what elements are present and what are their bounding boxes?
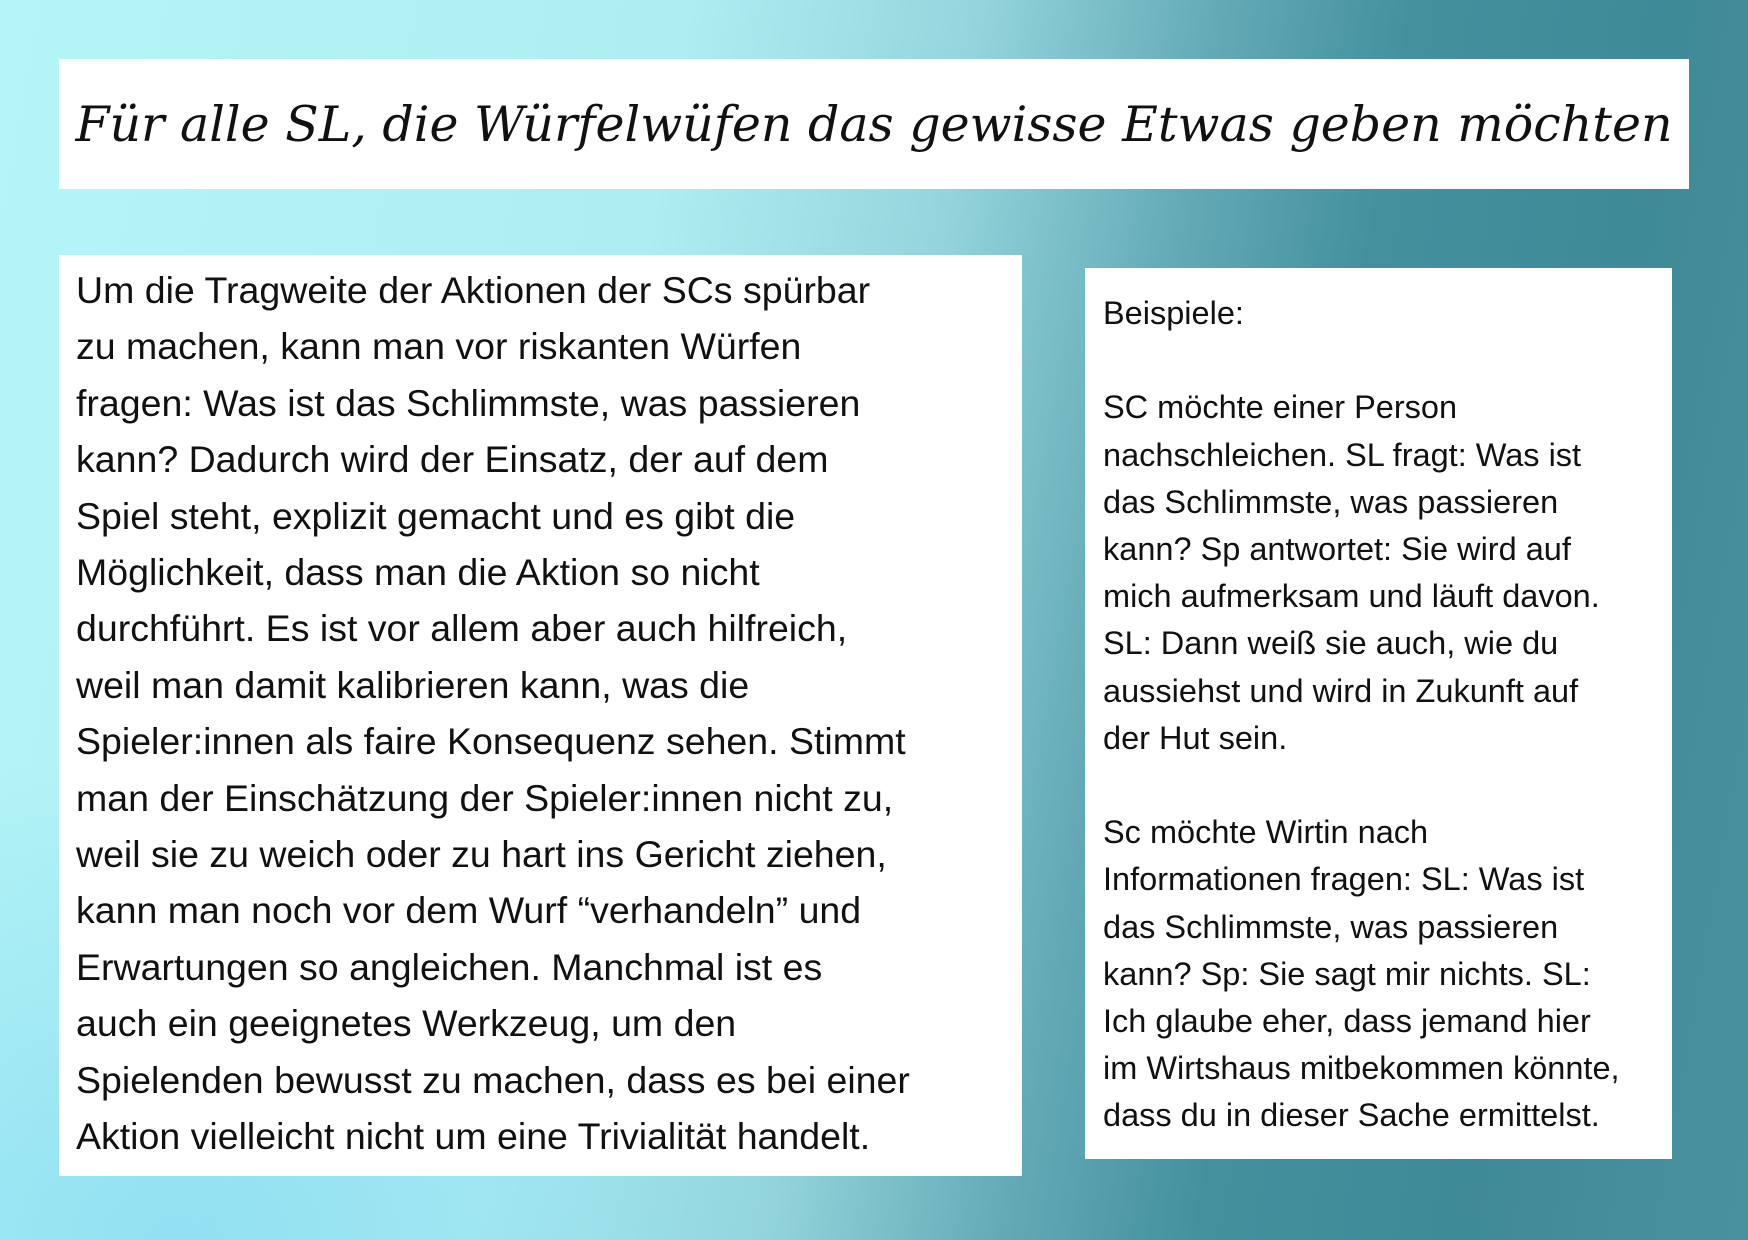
examples-box [1085, 268, 1672, 1159]
page-title: Für alle SL, die Würfelwüfen das gewisse Etwas geben möchten [75, 95, 1673, 153]
main-text-box [59, 255, 1022, 1176]
example-1: SC möchte einer Person nachschleichen. SL fragt: Was ist das Schlimmste, was passieren kann? Sp antwortet: Sie wird auf mich aufmerksam und läuft davon. SL: Dann weiß sie auch, wie du aussiehst und wird in Zukunft auf der Hut sein. [1103, 389, 1600, 756]
example-spacer [1103, 762, 1664, 809]
title-banner [59, 59, 1689, 189]
example-spacer [1103, 337, 1664, 384]
examples-heading: Beispiele: [1103, 295, 1244, 331]
main-paragraph: Um die Tragweite der Aktionen der SCs spürbar zu machen, kann man vor riskanten Würfen fragen: Was ist das Schlimmste, was passieren kann? Dadurch wird der Einsatz, der auf dem Spiel steht, explizit gemacht und es gibt die Möglichkeit, dass man die Aktion so nicht durchführt. Es ist vor allem aber auch hilfreich, weil man damit kalibrieren kann, was die Spieler:innen als faire Konsequenz sehen. Stimmt man der Einschätzung der Spieler:innen nicht zu, weil sie zu weich oder zu hart ins Gericht ziehen, kann man noch vor dem Wurf “verhandeln” und Erwartungen so angleichen. Manchmal ist es auch ein geeignetes Werkzeug, um den Spielenden bewusst zu machen, dass es bei einer Aktion vielleicht nicht um eine Trivialität handelt. [76, 269, 910, 1158]
example-2: Sc möchte Wirtin nach Informationen fragen: SL: Was ist das Schlimmste, was passieren kann? Sp: Sie sagt mir nichts. SL: Ich glaube eher, dass jemand hier im Wirtshaus mitbekommen könnte, dass du in dieser Sache ermittelst. [1103, 814, 1620, 1134]
